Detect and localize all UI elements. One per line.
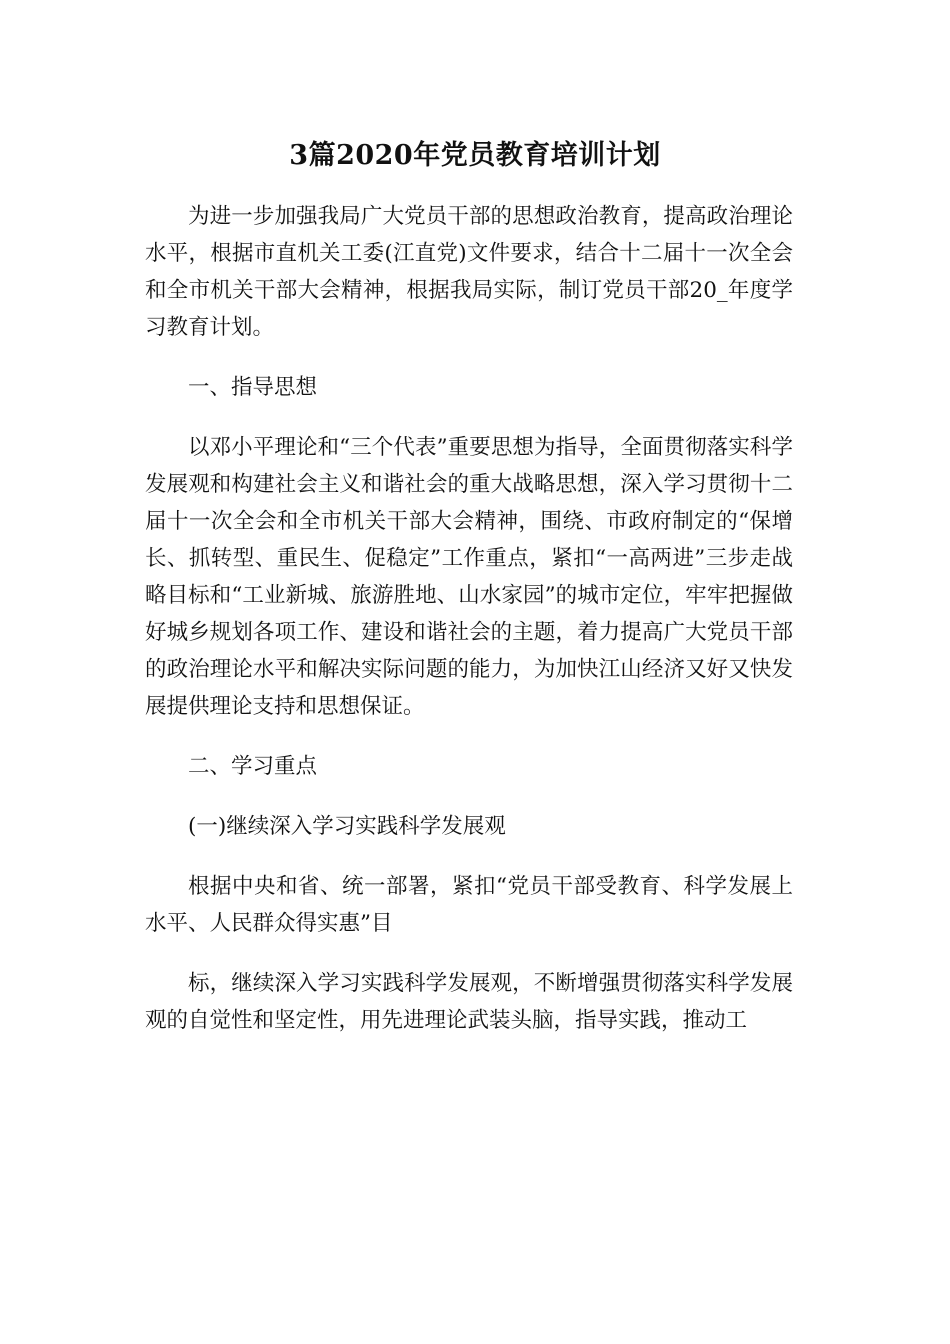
document-title: 3篇2020年党员教育培训计划 [289, 140, 661, 171]
document-body [145, 198, 793, 1062]
study-focus-paragraph-1: 根据中央和省、统一部署，紧扣“党员干部受教育、科学发展上水平、人民群众得实惠”目 [145, 874, 793, 936]
subsection-heading-scientific-development: (一)继续深入学习实践科学发展观 [188, 814, 506, 839]
study-focus-paragraph-2: 标，继续深入学习实践科学发展观，不断增强贯彻落实科学发展观的自觉性和坚定性，用先进理论武装头脑，指导实践，推动工 [145, 971, 793, 1033]
guiding-thought-paragraph: 以邓小平理论和“三个代表”重要思想为指导，全面贯彻落实科学发展观和构建社会主义和谐社会的重大战略思想，深入学习贯彻十二届十一次全会和全市机关干部大会精神，围绕、市政府制定的“保增长、抓转型、重民生、促稳定”工作重点，紧扣“一高两进”三步走战略目标和“工业新城、旅游胜地、山水家园”的城市定位，牢牢把握做好城乡规划各项工作、建设和谐社会的主题，着力提高广大党员干部的政治理论水平和解决实际问题的能力，为加快江山经济又好又快发展提供理论支持和思想保证。 [145, 435, 793, 719]
section-heading-guiding-thought: 一、指导思想 [188, 375, 318, 400]
section-heading-study-focus: 二、学习重点 [188, 754, 318, 779]
intro-paragraph: 为进一步加强我局广大党员干部的思想政治教育，提高政治理论水平，根据市直机关工委(江直党)文件要求，结合十二届十一次全会和全市机关干部大会精神，根据我局实际，制订党员干部20_年度学习教育计划。 [145, 204, 793, 340]
